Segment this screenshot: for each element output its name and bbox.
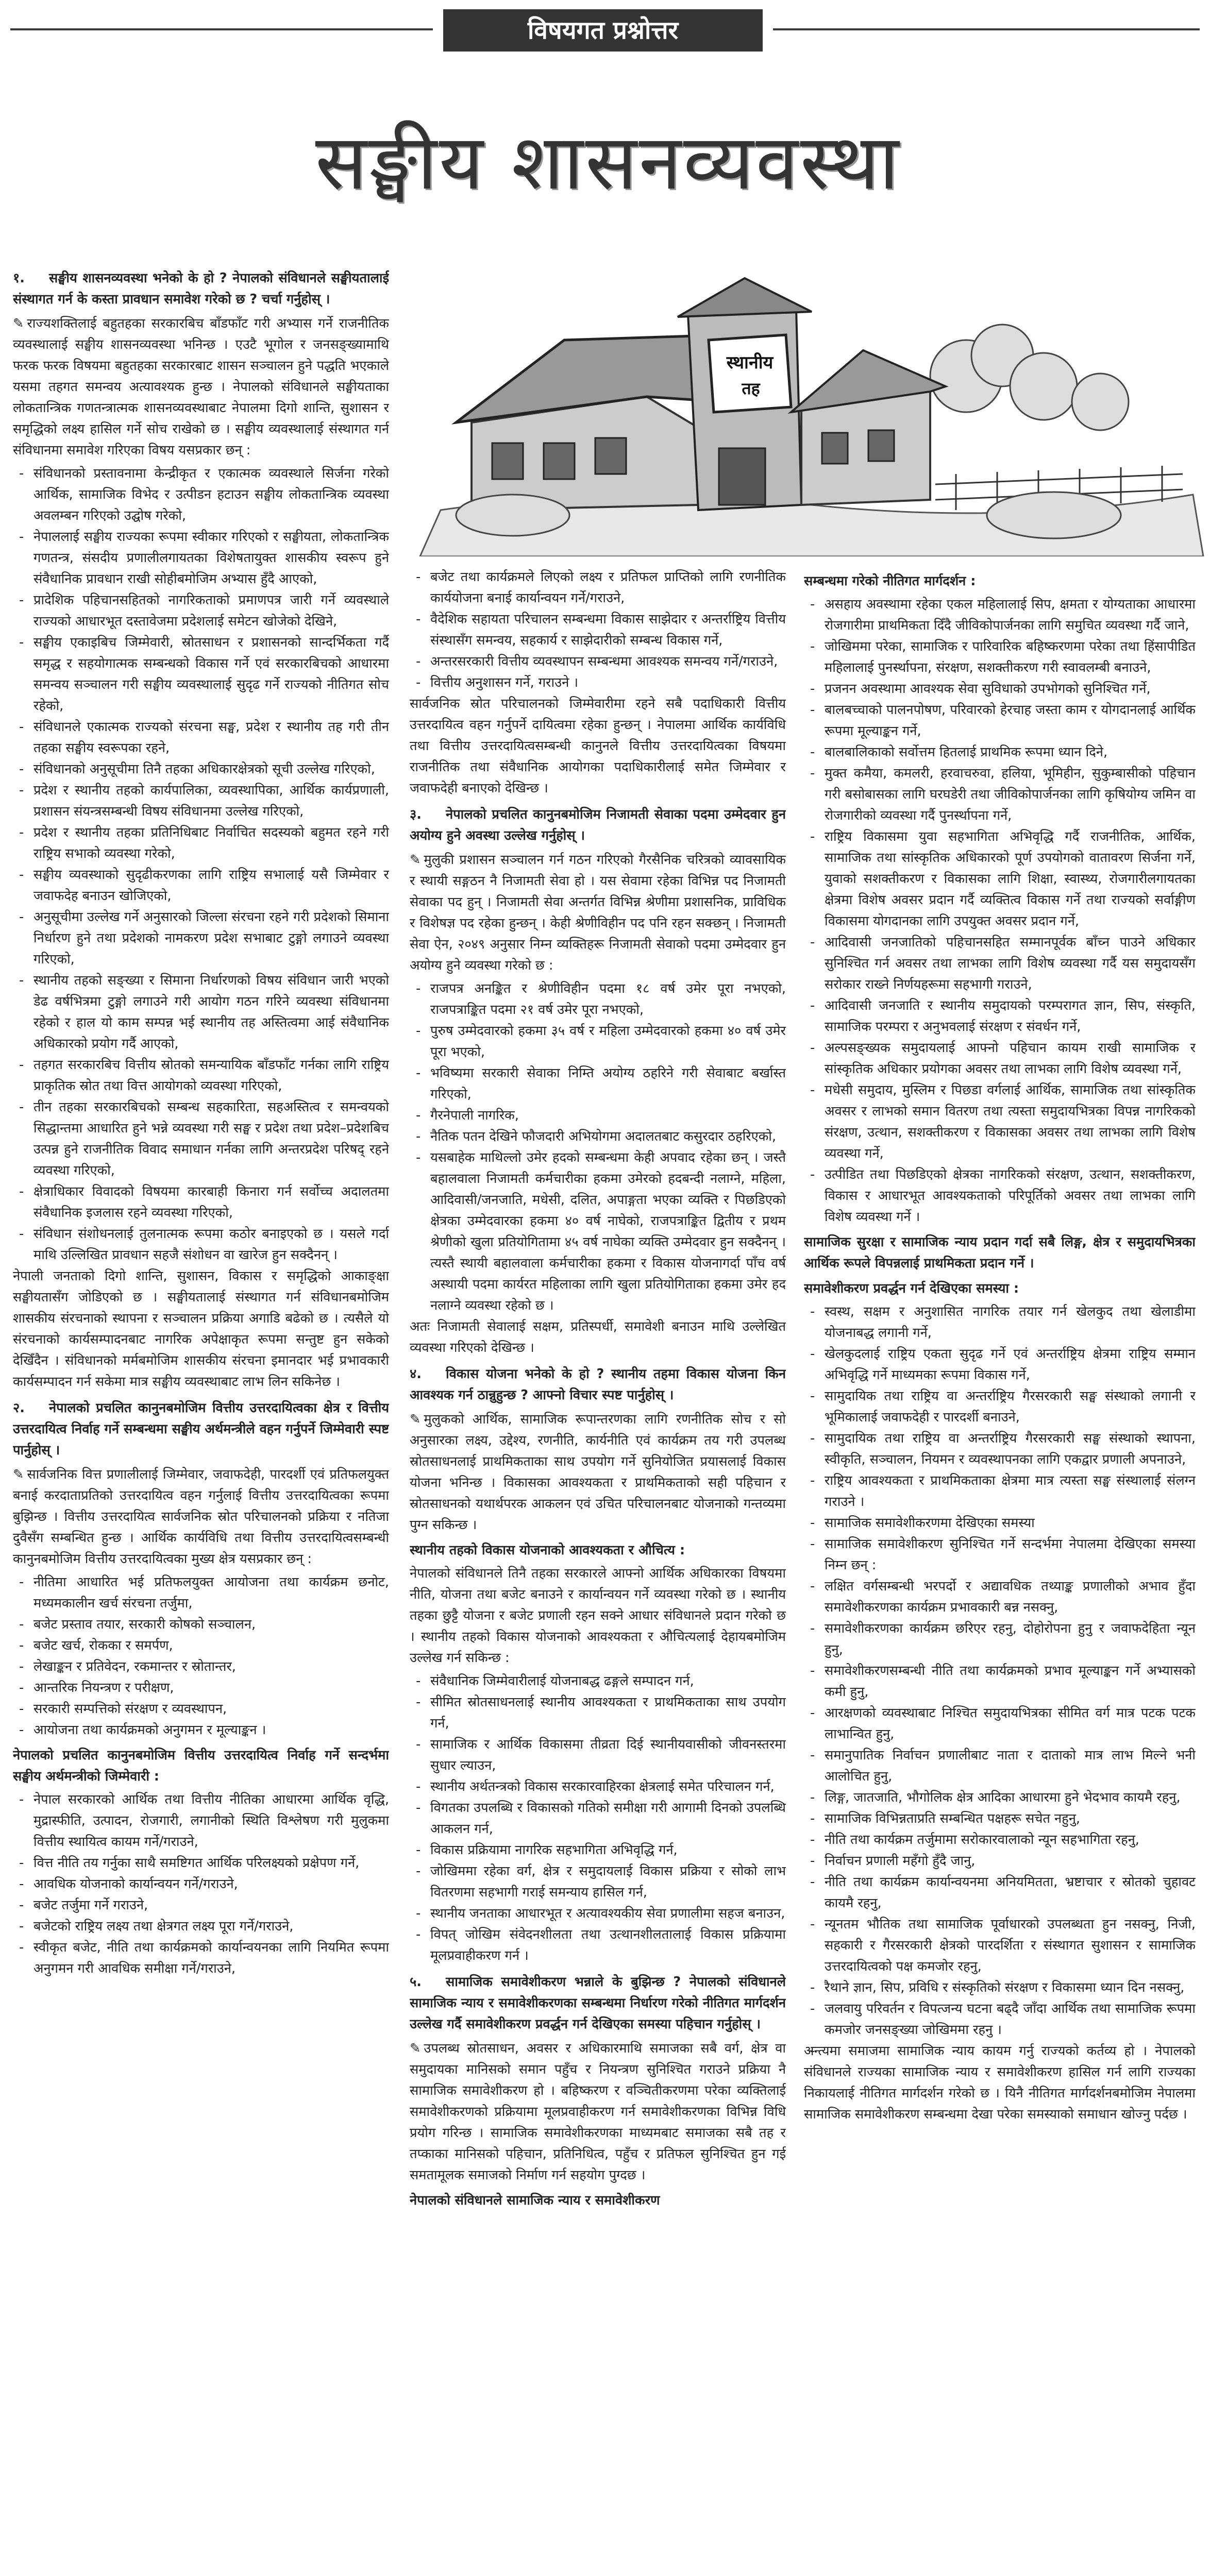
list-item: - नेपाल सरकारको आर्थिक तथा वित्तीय नीतिका आधारमा आर्थिक वृद्धि, मुद्रास्फीति, उत्पादन, रोजगारी, लगानीको स्थिति विश्लेषण गरी मुलुकमा वित्तीय स्थायित्व कायम गर्ने/गराउने, <box>13 1789 389 1853</box>
answer-intro <box>410 2038 786 2186</box>
subheading: समावेशीकरण प्रवर्द्धन गर्न देखिएका समस्या : <box>804 1281 1019 1296</box>
list-item: - संविधानको प्रस्तावनामा केन्द्रीकृत र एकात्मक व्यवस्थाले सिर्जना गरेको आर्थिक, सामाजिक विभेद र उत्पीडन हटाउन सङ्घीय लोकतान्त्रिक व्यवस्था अवलम्बन गरिएको उद्घोष गरेको, <box>13 463 389 527</box>
list-item: - राष्ट्रिय विकासमा युवा सहभागिता अभिवृद्धि गर्दै राजनीतिक, आर्थिक, सामाजिक तथा सांस्कृतिक अधिकारको पूर्ण उपयोगको वातावरण सिर्जना गर्ने, युवाको सशक्तीकरण र विकासका लागि शिक्षा, स्वास्थ्य, रोजगारीलगायतका क्षेत्रमा विशेष अवसर प्रदान गर्दै व्यक्तित्व विकास गर्ने तथा राज्यको सर्वाङ्गीण विकासमा योगदानका लागि उपयुक्त अवसर प्रदान गर्ने, <box>804 826 1196 932</box>
list-item: - वित्त नीति तय गर्नुका साथै समष्टिगत आर्थिक परिलक्ष्यको प्रक्षेपण गर्ने, <box>13 1853 389 1874</box>
list-item: - बजेट प्रस्ताव तयार, सरकारी कोषको सञ्चालन, <box>13 1614 389 1635</box>
list-item: - अन्तरसरकारी वित्तीय व्यवस्थापन सम्बन्धमा आवश्यक समन्वय गर्ने/गराउने, <box>410 651 786 672</box>
question-3 <box>410 804 786 846</box>
sign-line2: तह <box>742 379 760 398</box>
list-item: - विकास प्रक्रियामा नागरिक सहभागिता अभिवृद्धि गर्न, <box>410 1840 786 1861</box>
list-item: - आरक्षणको व्यवस्थाबाट निश्चित समुदायभित्रका सीमित वर्ग मात्र पटक पटक लाभान्वित हुनु, <box>804 1703 1196 1745</box>
subheading: स्थानीय तहको विकास योजनाको आवश्यकता र औचित्य : <box>410 1543 685 1558</box>
list-item: - बालबच्चाको पालनपोषण, परिवारको हेरचाह जस्ता काम र योगदानलाई आर्थिक रूपमा मूल्याङ्कन गर्ने, <box>804 700 1196 742</box>
question-text: सङ्घीय शासनव्यवस्था भनेको के हो ? नेपालको संविधानले सङ्घीयतालाई संस्थागत गर्न के कस्ता प्रावधान समावेश गरेको छ ? चर्चा गर्नुहोस् । <box>13 270 389 307</box>
page-header <box>0 0 1210 62</box>
list-item: - उत्पीडित तथा पिछडिएको क्षेत्रका नागरिकको संरक्षण, उत्थान, सशक्तीकरण, विकास र आधारभूत आवश्यकताको परिपूर्तिको अवसर तथा लाभका लागि विशेष व्यवस्था गर्ने । <box>804 1164 1196 1228</box>
pen-icon: ✎ <box>410 2041 421 2056</box>
list-item: - समावेशीकरणका कार्यक्रम छरिएर रहनु, दोहोरोपना हुनु र जवाफदेहिता न्यून हुनु, <box>804 1618 1196 1660</box>
list-item: - संविधान संशोधनलाई तुलनात्मक रूपमा कठोर बनाइएको छ । यसले गर्दा माथि उल्लिखित प्रावधान सहजै संशोधन वा खारेज हुन सक्दैनन् । <box>13 1224 389 1266</box>
question-2 <box>13 1398 389 1461</box>
list-item: - मुक्त कमैया, कमलरी, हरवाचरुवा, हलिया, भूमिहीन, सुकुम्बासीको पहिचान गरी बसोबासका लागि घरघडेरी तथा जीविकोपार्जनका लागि कृषियोग्य जमिन वा रोजगारीको व्यवस्था गर्दै पुनर्स्थापना गर्ने, <box>804 763 1196 826</box>
list-item: - आदिवासी जनजाति र स्थानीय समुदायको परम्परागत ज्ञान, सिप, संस्कृति, सामाजिक परम्परा र अनुभवलाई संरक्षण र संवर्धन गर्ने, <box>804 995 1196 1038</box>
list-item: - आदिवासी जनजातिको पहिचानसहित सम्मानपूर्वक बाँच्न पाउने अधिकार सुनिश्चित गर्न अवसर तथा लाभका लागि विशेष व्यवस्था गर्दै यस समुदायसँग सरोकार राख्ने निर्णयहरूमा सहभागी गराउने, <box>804 932 1196 995</box>
list-item: - वैदेशिक सहायता परिचालन सम्बन्धमा विकास साझेदार र अन्तर्राष्ट्रिय वित्तीय संस्थासँग समन्वय, सहकार्य र साझेदारीको सम्बन्ध विकास गर्ने, <box>410 609 786 651</box>
list-item: - समावेशीकरणसम्बन्धी नीति तथा कार्यक्रमको प्रभाव मूल्याङ्कन गर्ने अभ्यासको कमी हुनु, <box>804 1660 1196 1703</box>
answer-text: मुलुकको आर्थिक, सामाजिक रूपान्तरणका लागि रणनीतिक सोच र सो अनुसारका लक्ष्य, उद्देश्य, रणनीति, कार्यनीति एवं कार्यक्रम तय गरी उपलब्ध स्रोतसाधनलाई प्राथमिकताका साथ उपयोग गर्ने सुनियोजित प्रयासलाई विकास योजना भनिन्छ । विकासका आवश्यकता र प्राथमिकताको सही पहिचान र स्रोतसाधनको यथार्थपरक आकलन एवं उचित परिचालनबाट योजनाको गन्तव्यमा पुग्न सकिन्छ । <box>410 1412 786 1533</box>
list-item: - मधेसी समुदाय, मुस्लिम र पिछडा वर्गलाई आर्थिक, सामाजिक तथा सांस्कृतिक अवसर र लाभको समान वितरण तथा त्यस्ता समुदायभित्रका विपन्न नागरिकको संरक्षण, उत्थान, सशक्तीकरण र विकासका अवसर तथा लाभका लागि विशेष व्यवस्था गर्ने, <box>804 1080 1196 1164</box>
answer-list <box>804 594 1196 1228</box>
list-item: - स्थानीय जनताका आधारभूत र अत्यावश्यकीय सेवा प्रणालीमा सहज बनाउन, <box>410 1903 786 1924</box>
list-item: - सामाजिक समावेशीकरणमा देखिएका समस्या <box>804 1513 1196 1534</box>
list-item: - स्थानीय अर्थतन्त्रको विकास सरकारवाहिरका क्षेत्रलाई समेत परिचालन गर्न, <box>410 1776 786 1798</box>
list-item: - प्रदेश र स्थानीय तहको कार्यपालिका, व्यवस्थापिका, आर्थिक कार्यप्रणाली, प्रशासन संयन्त्रसम्बन्धी विषय संविधानमा उल्लेख गरिएको, <box>13 780 389 822</box>
article-title: सङ्घीय शासनव्यवस्था <box>315 118 901 207</box>
list-item: - अल्पसङ्ख्यक समुदायलाई आफ्नो पहिचान कायम राखी सामाजिक र सांस्कृतिक अधिकार प्रयोगका अवसर तथा लाभका लागि विशेष व्यवस्था गर्ने, <box>804 1038 1196 1080</box>
list-item: - विपत् जोखिम संवेदनशीलता तथा उत्थानशीलतालाई विकास प्रक्रियामा मूलप्रवाहीकरण गर्न । <box>410 1924 786 1967</box>
list-item: - आन्तरिक नियन्त्रण र परीक्षण, <box>13 1677 389 1699</box>
answer-intro <box>410 850 786 976</box>
list-item: - राष्ट्रिय आवश्यकता र प्राथमिकताका क्षेत्रमा मात्र त्यस्ता सङ्घ संस्थालाई संलग्न गराउने । <box>804 1470 1196 1513</box>
list-item: - बालबालिकाको सर्वोत्तम हितलाई प्राथमिक रूपमा ध्यान दिने, <box>804 742 1196 763</box>
list-item: - तीन तहका सरकारबिचको सम्बन्ध सहकारिता, सहअस्तित्व र समन्वयको सिद्धान्तमा आधारित हुने भन्ने व्यवस्था गरी सङ्घ र प्रदेश तथा प्रदेश–प्रदेशबिच उत्पन्न हुने राजनीतिक विवाद समाधान गर्नका लागि अन्तरप्रदेश परिषद् रहने व्यवस्था गरिएको, <box>13 1097 389 1181</box>
list-item: - सङ्घीय व्यवस्थाको सुदृढीकरणका लागि राष्ट्रिय सभालाई यसै जिम्मेवार र जवाफदेह बनाउन खोजिएको, <box>13 865 389 907</box>
answer-text: उपलब्ध स्रोतसाधन, अवसर र अधिकारमाथि समाजका सबै वर्ग, क्षेत्र वा समुदायका मानिसको समान पहुँच र नियन्त्रण सुनिश्चित गराउने प्रक्रिया नै सामाजिक समावेशीकरण हो । बहिष्करण र वञ्चितीकरणमा परेका व्यक्तिलाई समावेशीकरणको प्रक्रियामा मूलप्रवाहीकरण गर्न समावेशीकरणका विभिन्न विधि प्रयोग गरिन्छ । सामाजिक समावेशीकरणका माध्यमबाट समाजका सबै तह र तप्काका मानिसको पहिचान, प्रतिनिधित्व, पहुँच र प्रतिफल सुनिश्चित हुन गई समतामूलक समाजको निर्माण गर्न सहयोग पुग्दछ । <box>410 2041 786 2183</box>
list-item: - क्षेत्राधिकार विवादको विषयमा कारबाही किनारा गर्न सर्वोच्च अदालतमा संवैधानिक इजलास रहने व्यवस्था गरिएको, <box>13 1181 389 1224</box>
answer-text: राज्यशक्तिलाई बहुतहका सरकारबिच बाँडफाँट गरी अभ्यास गर्ने राजनीतिक व्यवस्थालाई सङ्घीय शासनव्यवस्था भनिन्छ । एउटै भूगोल र जनसङ्ख्यामाथि फरक फरक विषयमा बहुतहका सरकारबाट शासन सञ्चालन हुने पद्धति भएकाले यसमा तहगत समन्वय अत्यावश्यक हुन्छ । नेपालको संविधानले सङ्घीयताका लोकतान्त्रिक गणतन्त्रात्मक शासनव्यवस्थाबाट नेपालमा दिगो शान्ति, सुशासन र समृद्धिको लक्ष्य हासिल गर्ने सोच राखेको छ । सङ्घीय व्यवस्थालाई संस्थागत गर्न संविधानमा समावेश गरिएका विषय यसप्रकार छन् : <box>13 316 389 458</box>
answer-list <box>410 978 786 1316</box>
list-item: - सामाजिक विभिन्नताप्रति सम्बन्धित पक्षहरू सचेत नहुनु, <box>804 1808 1196 1829</box>
list-item: - सङ्घीय एकाइबिच जिम्मेवारी, स्रोतसाधन र प्रशासनको सान्दर्भिकता गर्दै समृद्ध र सहयोगात्मक सम्बन्धको विकास गर्ने एवं सरकारबिचको आधारमा समन्वय सञ्चालन गरी सङ्घीय व्यवस्थालाई सुदृढ गर्ने राज्यको नीतिगत सोच रहेको, <box>13 632 389 717</box>
list-item: - नीति तथा कार्यक्रम तर्जुमामा सरोकारवालाको न्यून सहभागिता रहनु, <box>804 1829 1196 1851</box>
question-text: सामाजिक समावेशीकरण भन्नाले के बुझिन्छ ? नेपालको संविधानले सामाजिक न्याय र समावेशीकरणका सम्बन्धमा निर्धारण गरेको नीतिगत मार्गदर्शन उल्लेख गर्दै समावेशीकरण प्रवर्द्धन गर्न देखिएका समस्या पहिचान गर्नुहोस् । <box>410 1974 786 2032</box>
list-item: - यसबाहेक माथिल्लो उमेर हदको सम्बन्धमा केही अपवाद रहेका छन् । जस्तै बहालवाला निजामती कर्मचारीका हकमा उमेरको हदबन्दी नलाग्ने, महिला, आदिवासी/जनजाति, मधेसी, दलित, अपाङ्गता भएका व्यक्ति र पिछडिएको क्षेत्रका उम्मेदवारका हकमा ४० वर्ष नाघेको, राजपत्राङ्कित द्वितीय र प्रथम श्रेणीको खुला प्रतियोगितामा ४५ वर्ष नाघेका व्यक्ति उम्मेदवार हुन सक्दैनन् । त्यस्तै स्थायी बहालवाला कर्मचारीका हकमा र विकास योजनागर्दा पाँच वर्ष अस्थायी पदमा कार्यरत महिलाका लागि खुला प्रतियोगिताका हकमा उमेर हद नलाग्ने व्यवस्था रहेको छ । <box>410 1147 786 1316</box>
list-item: - न्यूनतम भौतिक तथा सामाजिक पूर्वाधारको उपलब्धता हुन नसक्नु, निजी, सहकारी र गैरसरकारी क्षेत्रको पारदर्शिता र संस्थागत सुशासन र सामाजिक उत्तरदायित्वको पक्ष कमजोर रहनु, <box>804 1914 1196 1977</box>
list-item: - सामाजिक र आर्थिक विकासमा तीव्रता दिई स्थानीयवासीको जीवनस्तरमा सुधार ल्याउन, <box>410 1734 786 1776</box>
list-item: - विगतका उपलब्धि र विकासको गतिको समीक्षा गरी आगामी दिनको उपलब्धि आकलन गर्न, <box>410 1798 786 1840</box>
list-item: - तहगत सरकारबिच वित्तीय स्रोतको समन्यायिक बाँडफाँट गर्नका लागि राष्ट्रिय प्राकृतिक स्रोत तथा वित्त आयोगको व्यवस्था गरिएको, <box>13 1055 389 1097</box>
answer-intro <box>410 1409 786 1536</box>
answer-list <box>13 463 389 1266</box>
question-1 <box>13 268 389 310</box>
list-item: - आयोजना तथा कार्यक्रमको अनुगमन र मूल्याङ्कन । <box>13 1720 389 1741</box>
sign-line1: स्थानीय <box>726 352 774 373</box>
list-item: - जोखिममा परेका, सामाजिक र पारिवारिक बहिष्करणमा परेका तथा हिंसापीडित महिलालाई पुनर्स्थापना, संरक्षण, सशक्तीकरण गरी स्वावलम्बी बनाउने, <box>804 636 1196 679</box>
list-item: - बजेट तथा कार्यक्रमले लिएको लक्ष्य र प्रतिफल प्राप्तिको लागि रणनीतिक कार्ययोजना बनाई कार्यान्वयन गर्ने/गराउने, <box>410 567 786 609</box>
list-item: - जोखिममा रहेका वर्ग, क्षेत्र र समुदायलाई विकास प्रक्रिया र सोको लाभ वितरणमा सहभागी गराई समन्याय हासिल गर्न, <box>410 1861 786 1903</box>
answer-list <box>13 1572 389 1741</box>
list-item: - लेखाङ्कन र प्रतिवेदन, रकमान्तर र स्रोतान्तर, <box>13 1656 389 1677</box>
list-item: - वित्तीय अनुशासन गर्ने, गराउने । <box>410 672 786 693</box>
list-item: - रैथाने ज्ञान, सिप, प्रविधि र संस्कृतिको संरक्षण र विकासमा ध्यान दिन नसक्नु, <box>804 1977 1196 1998</box>
list-item: - संविधानको अनुसूचीमा तिनै तहका अधिकारक्षेत्रको सूची उल्लेख गरिएको, <box>13 759 389 780</box>
pen-icon: ✎ <box>13 1467 24 1482</box>
column-2 <box>410 567 786 2576</box>
list-item: - भविष्यमा सरकारी सेवाका निम्ति अयोग्य ठहरिने गरी सेवाबाट बर्खास्त गरिएको, <box>410 1063 786 1105</box>
list-item: - बजेटको राष्ट्रिय लक्ष्य तथा क्षेत्रगत लक्ष्य पूरा गर्ने/गराउने, <box>13 1916 389 1937</box>
subheading: सामाजिक सुरक्षा र सामाजिक न्याय प्रदान गर्दा सबै लिङ्ग, क्षेत्र र समुदायभित्रका आर्थिक रूपले विपन्नलाई प्राथमिकता प्रदान गर्ने । <box>804 1234 1196 1271</box>
column-3 <box>804 567 1196 2576</box>
list-item: - गैरनेपाली नागरिक, <box>410 1105 786 1126</box>
answer-closing: अतः निजामती सेवालाई सक्षम, प्रतिस्पर्धी, समावेशी बनाउन माथि उल्लेखित व्यवस्था गरिएको देखिन्छ । <box>410 1319 786 1355</box>
list-item: - अनुसूचीमा उल्लेख गर्ने अनुसारको जिल्ला संरचना रहने गरी प्रदेशको सिमाना निर्धारण हुने तथा प्रदेशको नामकरण प्रदेश सभाबाट टुङ्गो लगाउने व्यवस्था गरिएको, <box>13 907 389 970</box>
question-text: नेपालको प्रचलित कानुनबमोजिम निजामती सेवाका पदमा उम्मेदवार हुन अयोग्य हुने अवस्था उल्लेख गर्नुहोस् । <box>410 807 786 843</box>
answer-list <box>804 1301 1196 2041</box>
list-item: - असहाय अवस्थामा रहेका एकल महिलालाई सिप, क्षमता र योग्यताका आधारमा रोजगारीमा प्राथमिकता दिँदै जीविकोपार्जनका लागि समुचित व्यवस्था गर्दै जाने, <box>804 594 1196 636</box>
header-rule-left <box>10 28 433 30</box>
answer-list <box>410 567 786 693</box>
question-number: ३. <box>410 807 422 822</box>
pen-icon: ✎ <box>410 852 421 868</box>
answer-text: सार्वजनिक वित्त प्रणालीलाई जिम्मेवार, जवाफदेही, पारदर्शी एवं प्रतिफलयुक्त बनाई करदाताप्रतिको उत्तरदायित्व वहन गर्नुलाई वित्तीय उत्तरदायित्वका रूपमा बुझिन्छ । वित्तीय उत्तरदायित्व सार्वजनिक स्रोत परिचालनको प्रक्रिया र नतिजा दुवैसँग सम्बन्धित हुन्छ । आर्थिक कार्यविधि तथा वित्तीय उत्तरदायित्वसम्बन्धी कानुनबमोजिम वित्तीय उत्तरदायित्वका मुख्य क्षेत्र यसप्रकार छन् : <box>13 1467 389 1567</box>
list-item: - समानुपातिक निर्वाचन प्रणालीबाट नाता र दाताको मात्र लाभ मिल्ने भनी आलोचित हुनु, <box>804 1745 1196 1787</box>
pen-icon: ✎ <box>410 1412 421 1427</box>
subheading: नेपालको संविधानले सामाजिक न्याय र समावेशीकरण <box>410 2193 660 2208</box>
list-item: - स्वस्थ, सक्षम र अनुशासित नागरिक तयार गर्न खेलकुद तथा खेलाडीमा योजनाबद्ध लगानी गर्ने, <box>804 1301 1196 1344</box>
list-item: - जलवायु परिवर्तन र विपत्जन्य घटना बढ्दै जाँदा आर्थिक तथा सामाजिक रूपमा कमजोर जनसङ्ख्या जोखिममा रहनु । <box>804 1998 1196 2041</box>
column-1 <box>13 263 389 2576</box>
answer-intro <box>13 1464 389 1570</box>
question-number: ५. <box>410 1974 422 1990</box>
list-item: - स्थानीय तहको सङ्ख्या र सिमाना निर्धारणको विषय संविधान जारी भएको डेढ वर्षभित्रमा टुङ्गो लगाउने गरी आयोग गठन गरिने व्यवस्था संविधानमा रहेको र हाल यो काम सम्पन्न भई स्थानीय तह अस्तित्वमा आई संवैधानिक अधिकारको प्रयोग गर्दै आएको, <box>13 970 389 1055</box>
answer-closing: सार्वजनिक स्रोत परिचालनको जिम्मेवारीमा रहने सबै पदाधिकारी वित्तीय उत्तरदायित्व वहन गर्नुपर्ने दायित्वमा रहेका हुन्छन् । नेपालमा आर्थिक कार्यविधि तथा वित्तीय उत्तरदायित्वसम्बन्धी कानुनले वित्तीय उत्तरदायित्वका विषयमा राजनीतिक तथा संवैधानिक आयोगका पदाधिकारीलाई समेत जिम्मेवार र जवाफदेही बनाएको देखिन्छ । <box>410 696 786 796</box>
list-item: - आवधिक योजनाको कार्यान्वयन गर्ने/गराउने, <box>13 1874 389 1895</box>
list-item: - लिङ्ग, जातजाति, भौगोलिक क्षेत्र आदिका आधारमा हुने भेदभाव कायमै रहनु, <box>804 1787 1196 1808</box>
question-number: १. <box>13 270 25 286</box>
answer-closing: अन्त्यमा समाजमा सामाजिक न्याय कायम गर्नु राज्यको कर्तव्य हो । नेपालको संविधानले राज्यका सामाजिक न्याय र समावेशीकरण हासिल गर्न लागि राज्यका निकायलाई नीतिगत मार्गदर्शन गरेको छ । यिनै नीतिगत मार्गदर्शनबमोजिम नेपालमा सामाजिक समावेशीकरण सम्बन्धमा देखा परेका समस्याको समाधान खोज्नु पर्दछ । <box>804 2043 1196 2122</box>
answer-intro <box>13 313 389 461</box>
question-text: नेपालको प्रचलित कानुनबमोजिम वित्तीय उत्तरदायित्वका क्षेत्र र वित्तीय उत्तरदायित्व निर्वाह गर्ने सम्बन्धमा सङ्घीय अर्थमन्त्रीले वहन गर्नुपर्ने जिम्मेवारी स्पष्ट पार्नुहोस् । <box>13 1400 389 1458</box>
list-item: - नीति तथा कार्यक्रम कार्यान्वयनमा अनियमितता, भ्रष्टाचार र स्रोतको चुहावट कायमै रहनु, <box>804 1872 1196 1914</box>
list-item: - संवैधानिक जिम्मेवारीलाई योजनाबद्ध ढङ्गले सम्पादन गर्न, <box>410 1671 786 1692</box>
subheading: सम्बन्धमा गरेको नीतिगत मार्गदर्शन : <box>804 573 976 589</box>
question-number: २. <box>13 1400 25 1416</box>
list-item: - स्वीकृत बजेट, नीति तथा कार्यक्रमको कार्यान्वयनका लागि नियमित रूपमा अनुगमन गरी आवधिक समीक्षा गर्ने/गराउने, <box>13 1937 389 1979</box>
list-item: - बजेट खर्च, रोकका र समर्पण, <box>13 1635 389 1656</box>
question-text: विकास योजना भनेको के हो ? स्थानीय तहमा विकास योजना किन आवश्यक गर्न ठान्नुहुन्छ ? आफ्नो विचार स्पष्ट पार्नुहोस् । <box>410 1366 786 1403</box>
list-item: - प्रजनन अवस्थामा आवश्यक सेवा सुविधाको उपभोगको सुनिश्चित गर्ने, <box>804 679 1196 700</box>
list-item: - संविधानले एकात्मक राज्यको संरचना सङ्घ, प्रदेश र स्थानीय तह गरी तीन तहका सङ्घीय स्वरूपका रहने, <box>13 717 389 759</box>
list-item: - नैतिक पतन देखिने फौजदारी अभियोगमा अदालतबाट कसुरदार ठहरिएको, <box>410 1126 786 1147</box>
house-illustration <box>410 268 1206 556</box>
list-item: - खेलकुदलाई राष्ट्रिय एकता सुदृढ गर्ने एवं अन्तर्राष्ट्रिय क्षेत्रमा राष्ट्रिय सम्मान अभिवृद्धि गर्ने माध्यमका रूपमा विकास गर्ने, <box>804 1344 1196 1386</box>
list-item: - प्रादेशिक पहिचानसहितको नागरिकताको प्रमाणपत्र जारी गर्ने व्यवस्थाले राज्यको आधारभूत दस्तावेजमा प्रदेशलाई समेटन खोजेको देखिने, <box>13 590 389 632</box>
answer-list <box>13 1789 389 1979</box>
answer-list <box>410 1671 786 1967</box>
list-item: - नेपाललाई सङ्घीय राज्यका रूपमा स्वीकार गरिएको र सङ्घीयता, लोकतान्त्रिक गणतन्त्र, संसदीय प्रणालीलगायतका विशेषतायुक्त शासकीय स्वरूप हुने संवैधानिक प्रावधान राखी सोहीबमोजिम अभ्यास हुँदै आएको, <box>13 527 389 590</box>
list-item: - निर्वाचन प्रणाली महँगो हुँदै जानु, <box>804 1851 1196 1872</box>
header-rule-right <box>773 28 1200 30</box>
list-item: - सामाजिक समावेशीकरण सुनिश्चित गर्ने सन्दर्भमा नेपालमा देखिएका समस्या निम्न छन् : <box>804 1534 1196 1576</box>
question-number: ४. <box>410 1366 422 1382</box>
list-item: - सामुदायिक तथा राष्ट्रिय वा अन्तर्राष्ट्रिय गैरसरकारी सङ्घ संस्थाको लगानी र भूमिकालाई जवाफदेही र पारदर्शी बनाउने, <box>804 1386 1196 1428</box>
answer-paragraph: नेपालको संविधानले तिनै तहका सरकारले आफ्नो आर्थिक अधिकारका विषयमा नीति, योजना तथा बजेट बनाउने र कार्यान्वयन गर्ने व्यवस्था गरेको छ । स्थानीय तहका छुट्टै योजना र बजेट प्रणाली रहन सक्ने आधार संविधानले प्रदान गरेको छ । स्थानीय तहको विकास योजनाको आवश्यकता र औचित्यलाई देहायबमोजिम उल्लेख गर्न सकिन्छ : <box>410 1566 786 1666</box>
question-4 <box>410 1364 786 1406</box>
list-item: - सामुदायिक तथा राष्ट्रिय वा अन्तर्राष्ट्रिय गैरसरकारी सङ्घ संस्थाको स्थापना, स्वीकृति, सञ्चालन, नियमन र व्यवस्थापनका लागि एकद्वार प्रणाली अपनाउने, <box>804 1428 1196 1470</box>
answer-text: मुलुकी प्रशासन सञ्चालन गर्न गठन गरिएको गैरसैनिक चरित्रको व्यावसायिक र स्थायी सङ्गठन नै निजामती सेवा हो । यस सेवामा रहेका विभिन्न पद निजामती सेवाका पद हुन् । निजामती सेवा अन्तर्गत विभिन्न श्रेणीमा प्रशासनिक, प्राविधिक र विशेषज्ञ पद रहेका हुन्छन् । केही श्रेणीविहीन पद पनि रहन सक्छन् । निजामती सेवा ऐन, २०४९ अनुसार निम्न व्यक्तिहरू निजामती सेवाको पदमा उम्मेदवार हुन अयोग्य हुने व्यवस्था गरेको छ : <box>410 852 786 973</box>
list-item: - प्रदेश र स्थानीय तहका प्रतिनिधिबाट निर्वाचित सदस्यको बहुमत रहने गरी राष्ट्रिय सभाको व्यवस्था गरेको, <box>13 822 389 865</box>
list-item: - लक्षित वर्गसम्बन्धी भरपर्दो र अद्यावधिक तथ्याङ्क प्रणालीको अभाव हुँदा समावेशीकरणका कार्यक्रम प्रभावकारी बन्न नसक्नु, <box>804 1576 1196 1618</box>
section-banner: विषयगत प्रश्नोत्तर <box>443 9 763 52</box>
pen-icon: ✎ <box>13 316 24 331</box>
list-item: - पुरुष उम्मेदवारको हकमा ३५ वर्ष र महिला उम्मेदवारको हकमा ४० वर्ष उमेर पूरा भएको, <box>410 1021 786 1063</box>
list-item: - बजेट तर्जुमा गर्ने गराउने, <box>13 1895 389 1916</box>
list-item: - सीमित स्रोतसाधनलाई स्थानीय आवश्यकता र प्राथमिकताका साथ उपयोग गर्न, <box>410 1692 786 1734</box>
list-item: - सरकारी सम्पत्तिको संरक्षण र व्यवस्थापन, <box>13 1699 389 1720</box>
list-item: - नीतिमा आधारित भई प्रतिफलयुक्त आयोजना तथा कार्यक्रम छनोट, मध्यमकालीन खर्च संरचना तर्जुमा, <box>13 1572 389 1614</box>
answer-closing: नेपाली जनताको दिगो शान्ति, सुशासन, विकास र समृद्धिको आकाङ्क्षा सङ्घीयतासँग जोडिएको छ । सङ्घीयतालाई संस्थागत गर्न संविधानबमोजिम शासकीय संरचनाको स्थापना र सञ्चालन प्रक्रिया अगाडि बढेको छ । त्यसैले यो संरचनाको कार्यसम्पादनबाट नागरिक अपेक्षाकृत रूपमा सन्तुष्ट हुन सकेको देखिँदैन । संविधानको मर्मबमोजिम शासकीय संरचना इमानदार भई प्रभावकारी कार्यसम्पादन गर्न सकेमा मात्र सङ्घीय व्यवस्थाबाट लाभ लिन सकिनेछ । <box>13 1268 389 1389</box>
subheading: नेपालको प्रचलित कानुनबमोजिम वित्तीय उत्तरदायित्व निर्वाह गर्ने सन्दर्भमा सङ्घीय अर्थमन्त्रीको जिम्मेवारी : <box>13 1748 389 1784</box>
question-5 <box>410 1972 786 2035</box>
list-item: - राजपत्र अनङ्कित र श्रेणीविहीन पदमा १८ वर्ष उमेर पूरा नभएको, राजपत्राङ्कित पदमा २१ वर्ष उमेर पूरा नभएको, <box>410 978 786 1021</box>
